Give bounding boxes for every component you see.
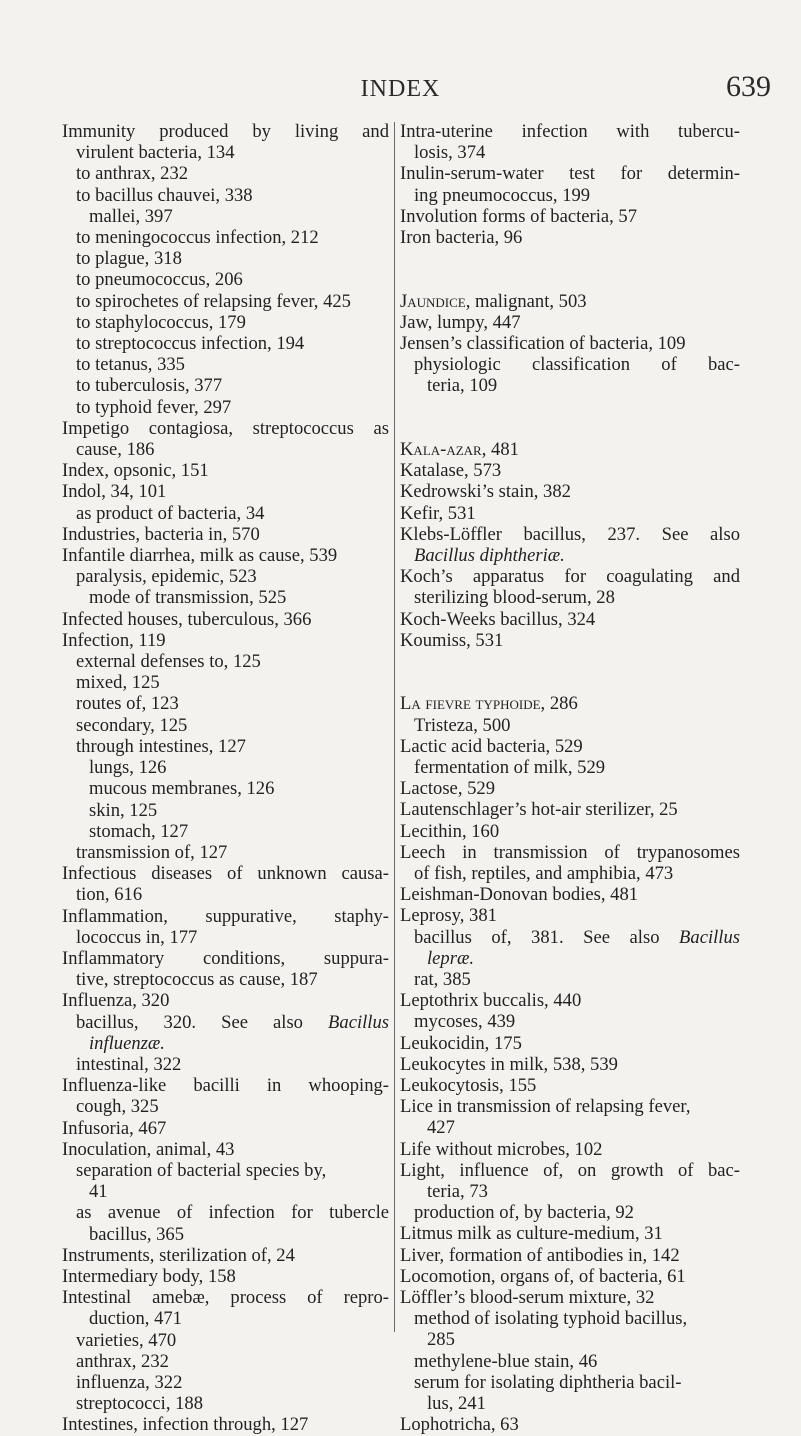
entry-text: Klebs-Löffler bacillus, 237. See also — [400, 523, 740, 545]
entry-text: to typhoid fever, 297 — [76, 396, 232, 418]
entry-text: stomach, 127 — [89, 820, 189, 842]
index-subentry — [62, 397, 389, 418]
entry-text: to bacillus chauvei, 338 — [76, 184, 253, 206]
entry-text: Inulin-serum-water test for determin- — [400, 163, 740, 185]
entry-text: to anthrax, 232 — [76, 163, 189, 185]
index-entry — [62, 630, 389, 651]
entry-text: Jensen’s classification of bacteria, 109 — [400, 333, 686, 354]
entry-text: routes of, 123 — [76, 693, 179, 715]
index-entry — [62, 1118, 389, 1139]
index-entry — [400, 736, 740, 757]
index-entry — [400, 1160, 740, 1181]
entry-gap — [400, 651, 740, 672]
entry-text: rat, 385 — [414, 969, 471, 991]
entry-text: Immunity produced by living and — [62, 121, 389, 142]
index-subentry — [62, 1181, 389, 1202]
entry-text: to pneumococcus, 206 — [76, 269, 243, 291]
entry-text: external defenses to, 125 — [76, 651, 261, 673]
entry-text: Index, opsonic, 151 — [62, 460, 209, 482]
index-subentry — [62, 1033, 389, 1054]
index-entry — [62, 906, 389, 927]
entry-text: mycoses, 439 — [414, 1011, 516, 1033]
index-subentry — [400, 969, 740, 990]
index-subentry — [62, 1351, 389, 1372]
index-subentry — [62, 269, 389, 290]
index-subentry — [400, 863, 740, 884]
entry-text: Iron bacteria, 96 — [400, 227, 523, 249]
index-subentry — [62, 715, 389, 736]
index-subentry — [400, 1202, 740, 1223]
index-subentry — [400, 1351, 740, 1372]
small-caps-term: Jaundice — [400, 290, 466, 312]
index-subentry — [400, 375, 740, 396]
page-number: 639 — [726, 70, 771, 103]
entry-text: to tetanus, 335 — [76, 354, 185, 376]
index-subentry — [400, 1181, 740, 1202]
index-subentry — [62, 757, 389, 778]
index-entry — [400, 206, 740, 227]
index-entry — [62, 481, 389, 502]
entry-text: lus, 241 — [427, 1393, 486, 1415]
index-entry — [62, 990, 389, 1011]
entry-text: Inflammation, suppurative, staphy- — [62, 905, 389, 927]
entry-text: ing pneumococcus, 199 — [414, 184, 591, 206]
index-subentry — [400, 1117, 740, 1138]
entry-text: losis, 374 — [414, 142, 486, 164]
entry-text: , 286 — [540, 693, 578, 715]
entry-text: Influenza-like bacilli in whooping- — [62, 1075, 389, 1097]
index-subentry — [62, 206, 389, 227]
entry-text: fermentation of milk, 529 — [414, 757, 606, 778]
index-subentry — [62, 587, 389, 608]
index-subentry — [400, 1308, 740, 1329]
entry-text: anthrax, 232 — [76, 1350, 169, 1372]
index-entry — [400, 693, 740, 714]
entry-text: through intestines, 127 — [76, 735, 246, 757]
entry-text: streptococci, 188 — [76, 1393, 204, 1415]
column-divider — [394, 122, 395, 1332]
entry-text: to plague, 318 — [76, 248, 182, 270]
index-column-left — [62, 121, 389, 1436]
entry-text: Lactic acid bacteria, 529 — [400, 735, 583, 757]
index-subentry — [62, 566, 389, 587]
entry-text: Lactose, 529 — [400, 778, 496, 800]
entry-text: bacillus, 365 — [89, 1223, 185, 1245]
index-subentry — [62, 1202, 389, 1223]
index-entry — [400, 1096, 740, 1117]
index-subentry — [62, 163, 389, 184]
small-caps-term: Kala-azar — [400, 438, 482, 460]
index-subentry — [62, 333, 389, 354]
index-entry — [400, 312, 740, 333]
index-entry — [400, 905, 740, 926]
index-subentry — [62, 439, 389, 460]
entry-text: Kefir, 531 — [400, 502, 476, 524]
entry-gap — [400, 397, 740, 418]
index-entry — [400, 842, 740, 863]
entry-text: Infectious diseases of unknown causa- — [62, 863, 389, 885]
entry-text: tion, 616 — [76, 884, 143, 906]
index-entry — [62, 460, 389, 481]
entry-text: lococcus in, 177 — [76, 926, 198, 948]
index-subentry — [400, 185, 740, 206]
index-entry — [62, 524, 389, 545]
index-entry — [400, 460, 740, 481]
entry-text: virulent bacteria, 134 — [76, 142, 235, 164]
index-subentry — [62, 800, 389, 821]
index-column-right — [400, 121, 740, 1436]
entry-text: Inflammatory conditions, suppura- — [62, 947, 389, 969]
index-entry — [400, 799, 740, 820]
entry-text: Instruments, sterilization of, 24 — [62, 1244, 295, 1266]
entry-text: intestinal, 322 — [76, 1053, 182, 1075]
entry-text: Intestinal amebæ, process of repro- — [62, 1287, 389, 1309]
entry-text: to meningococcus infection, 212 — [76, 227, 319, 249]
index-subentry — [62, 1308, 389, 1329]
index-subentry — [62, 651, 389, 672]
index-entry — [400, 481, 740, 502]
entry-text: Industries, bacteria in, 570 — [62, 523, 260, 545]
entry-text: bacillus, 320. See also — [76, 1011, 329, 1033]
entry-text: sterilizing blood-serum, 28 — [414, 587, 615, 609]
entry-text: teria, 109 — [427, 375, 498, 397]
entry-text: tive, streptococcus as cause, 187 — [76, 969, 318, 991]
entry-text: influenza, 322 — [76, 1371, 183, 1393]
index-subentry — [400, 1393, 740, 1414]
index-entry — [400, 333, 740, 354]
italic-term: Bacillus — [679, 926, 740, 948]
entry-text: production of, by bacteria, 92 — [414, 1202, 634, 1224]
italic-term: Bacillus — [328, 1011, 389, 1033]
index-entry — [400, 1033, 740, 1054]
running-head: INDEX — [360, 76, 441, 102]
entry-text: mallei, 397 — [89, 205, 173, 227]
entry-text: , 481 — [481, 438, 519, 460]
entry-text: physiologic classification of bac- — [414, 354, 740, 376]
index-entry — [62, 1075, 389, 1096]
index-entry — [62, 1287, 389, 1308]
index-entry — [62, 1266, 389, 1287]
entry-text: Leishman-Donovan bodies, 481 — [400, 884, 639, 906]
entry-text: to spirochetes of relapsing fever, 425 — [76, 290, 351, 312]
index-entry — [400, 227, 740, 248]
index-entry — [400, 884, 740, 905]
entry-text: Infusoria, 467 — [62, 1117, 167, 1139]
entry-text: as avenue of infection for tubercle — [76, 1202, 389, 1224]
index-subentry — [400, 142, 740, 163]
index-entry — [400, 821, 740, 842]
entry-text: Leukocytes in milk, 538, 539 — [400, 1053, 618, 1075]
italic-term: lepræ. — [427, 947, 475, 969]
index-subentry — [400, 1011, 740, 1032]
index-entry — [400, 778, 740, 799]
entry-text: methylene-blue stain, 46 — [414, 1350, 598, 1372]
entry-text: Lophotricha, 63 — [400, 1414, 519, 1436]
entry-text: cause, 186 — [76, 439, 155, 461]
index-subentry — [62, 1372, 389, 1393]
index-entry — [400, 1054, 740, 1075]
index-entry — [62, 418, 389, 439]
entry-text: Liver, formation of antibodies in, 142 — [400, 1244, 680, 1266]
entry-text: Lice in transmission of relapsing fever, — [400, 1096, 691, 1118]
index-subentry — [62, 291, 389, 312]
entry-text: skin, 125 — [89, 799, 158, 821]
index-entry — [400, 439, 740, 460]
entry-text: Koch-Weeks bacillus, 324 — [400, 608, 596, 630]
index-entry — [62, 948, 389, 969]
index-subentry — [62, 927, 389, 948]
index-entry — [400, 503, 740, 524]
index-entry — [400, 1139, 740, 1160]
entry-text: mucous membranes, 126 — [89, 778, 275, 800]
entry-text: mode of transmission, 525 — [89, 587, 287, 609]
entry-text: Infantile diarrhea, milk as cause, 539 — [62, 545, 338, 567]
index-subentry — [62, 1096, 389, 1117]
entry-text: transmission of, 127 — [76, 841, 228, 863]
entry-text: 427 — [427, 1117, 455, 1139]
entry-text: Infection, 119 — [62, 629, 166, 651]
entry-text: Leukocytosis, 155 — [400, 1075, 537, 1097]
entry-text: 41 — [89, 1181, 108, 1203]
index-subentry — [62, 227, 389, 248]
index-subentry — [62, 672, 389, 693]
index-entry — [400, 1245, 740, 1266]
entry-text: Influenza, 320 — [62, 990, 170, 1012]
entry-text: Jaw, lumpy, 447 — [400, 311, 521, 333]
index-entry — [62, 863, 389, 884]
entry-text: to streptococcus infection, 194 — [76, 333, 305, 355]
index-subentry — [62, 142, 389, 163]
entry-text: , malignant, 503 — [465, 290, 587, 312]
entry-text: teria, 73 — [427, 1181, 488, 1203]
entry-text: Intra-uterine infection with tubercu- — [400, 121, 740, 142]
entry-text: Kedrowski’s stain, 382 — [400, 481, 571, 503]
index-subentry — [62, 185, 389, 206]
entry-text: as product of bacteria, 34 — [76, 502, 265, 524]
entry-text: lungs, 126 — [89, 757, 167, 779]
index-subentry — [400, 715, 740, 736]
index-subentry — [62, 1224, 389, 1245]
entry-text: method of isolating typhoid bacillus, — [414, 1308, 688, 1330]
entry-gap — [400, 418, 740, 439]
entry-text: Koumiss, 531 — [400, 629, 504, 651]
entry-text: Indol, 34, 101 — [62, 481, 167, 503]
entry-text: Infected houses, tuberculous, 366 — [62, 608, 312, 630]
index-subentry — [400, 354, 740, 375]
entry-text: Leech in transmission of trypanosomes — [400, 841, 740, 863]
index-entry — [400, 291, 740, 312]
entry-text: Inoculation, animal, 43 — [62, 1138, 235, 1160]
index-subentry — [62, 1012, 389, 1033]
entry-text: Involution forms of bacteria, 57 — [400, 205, 638, 227]
index-subentry — [62, 1054, 389, 1075]
entry-text: 285 — [427, 1329, 455, 1351]
entry-text: mixed, 125 — [76, 672, 160, 694]
index-subentry — [400, 927, 740, 948]
entry-text: Leptothrix buccalis, 440 — [400, 990, 582, 1012]
index-subentry — [400, 1372, 740, 1393]
entry-text: Litmus milk as culture-medium, 31 — [400, 1223, 663, 1245]
index-subentry — [62, 248, 389, 269]
entry-text: paralysis, epidemic, 523 — [76, 566, 257, 588]
entry-gap — [400, 672, 740, 693]
index-subentry — [62, 736, 389, 757]
index-subentry — [62, 884, 389, 905]
entry-text: Koch’s apparatus for coagulating and — [400, 566, 740, 588]
index-entry — [62, 121, 389, 142]
index-entry — [400, 609, 740, 630]
index-subentry — [62, 354, 389, 375]
index-entry — [62, 1245, 389, 1266]
index-entry — [400, 163, 740, 184]
entry-text: Intestines, infection through, 127 — [62, 1414, 309, 1436]
entry-text: cough, 325 — [76, 1096, 159, 1118]
index-entry — [400, 1266, 740, 1287]
entry-text: varieties, 470 — [76, 1329, 177, 1351]
index-subentry — [400, 757, 740, 778]
index-subentry — [400, 587, 740, 608]
index-subentry — [62, 1393, 389, 1414]
entry-text: to staphylococcus, 179 — [76, 311, 246, 333]
index-subentry — [400, 545, 740, 566]
index-subentry — [62, 503, 389, 524]
entry-text: Tristeza, 500 — [414, 714, 511, 736]
entry-text: Leukocidin, 175 — [400, 1032, 522, 1054]
index-entry — [400, 1075, 740, 1096]
entry-text: bacillus of, 381. See also — [414, 926, 680, 948]
entry-gap — [400, 248, 740, 269]
index-subentry — [62, 693, 389, 714]
entry-text: Locomotion, organs of, of bacteria, 61 — [400, 1265, 686, 1287]
index-entry — [62, 609, 389, 630]
entry-text: Lecithin, 160 — [400, 820, 500, 842]
index-subentry — [62, 842, 389, 863]
index-subentry — [400, 948, 740, 969]
entry-text: Löffler’s blood-serum mixture, 32 — [400, 1287, 655, 1309]
index-entry — [400, 524, 740, 545]
index-subentry — [62, 778, 389, 799]
index-entry — [400, 630, 740, 651]
italic-term: Bacillus diphtheriæ. — [414, 545, 565, 566]
entry-text: serum for isolating diphtheria bacil- — [414, 1371, 682, 1393]
entry-text: Lautenschlager’s hot-air sterilizer, 25 — [400, 799, 678, 821]
entry-text: Light, influence of, on growth of bac- — [400, 1159, 740, 1181]
index-entry — [400, 1414, 740, 1435]
entry-text: to tuberculosis, 377 — [76, 375, 223, 397]
index-entry — [62, 545, 389, 566]
entry-text: separation of bacterial species by, — [76, 1159, 327, 1181]
index-subentry — [62, 1160, 389, 1181]
small-caps-term: La fievre typhoide — [400, 693, 541, 715]
entry-text: duction, 471 — [89, 1308, 182, 1330]
index-entry — [400, 566, 740, 587]
italic-term: influenzæ. — [89, 1032, 165, 1054]
index-entry — [62, 1414, 389, 1435]
index-subentry — [62, 1330, 389, 1351]
entry-gap — [400, 269, 740, 290]
index-entry — [400, 121, 740, 142]
index-entry — [400, 1223, 740, 1244]
index-subentry — [62, 312, 389, 333]
entry-text: Impetigo contagiosa, streptococcus as — [62, 417, 389, 439]
entry-text: Leprosy, 381 — [400, 905, 497, 927]
entry-text: Life without microbes, 102 — [400, 1138, 603, 1160]
entry-text: of fish, reptiles, and amphibia, 473 — [414, 863, 674, 885]
index-entry — [400, 1287, 740, 1308]
index-entry — [62, 1139, 389, 1160]
index-subentry — [62, 821, 389, 842]
index-subentry — [62, 375, 389, 396]
index-subentry — [400, 1329, 740, 1350]
entry-text: Intermediary body, 158 — [62, 1265, 236, 1287]
index-subentry — [62, 969, 389, 990]
entry-text: Katalase, 573 — [400, 460, 502, 482]
entry-text: secondary, 125 — [76, 714, 188, 736]
index-entry — [400, 990, 740, 1011]
